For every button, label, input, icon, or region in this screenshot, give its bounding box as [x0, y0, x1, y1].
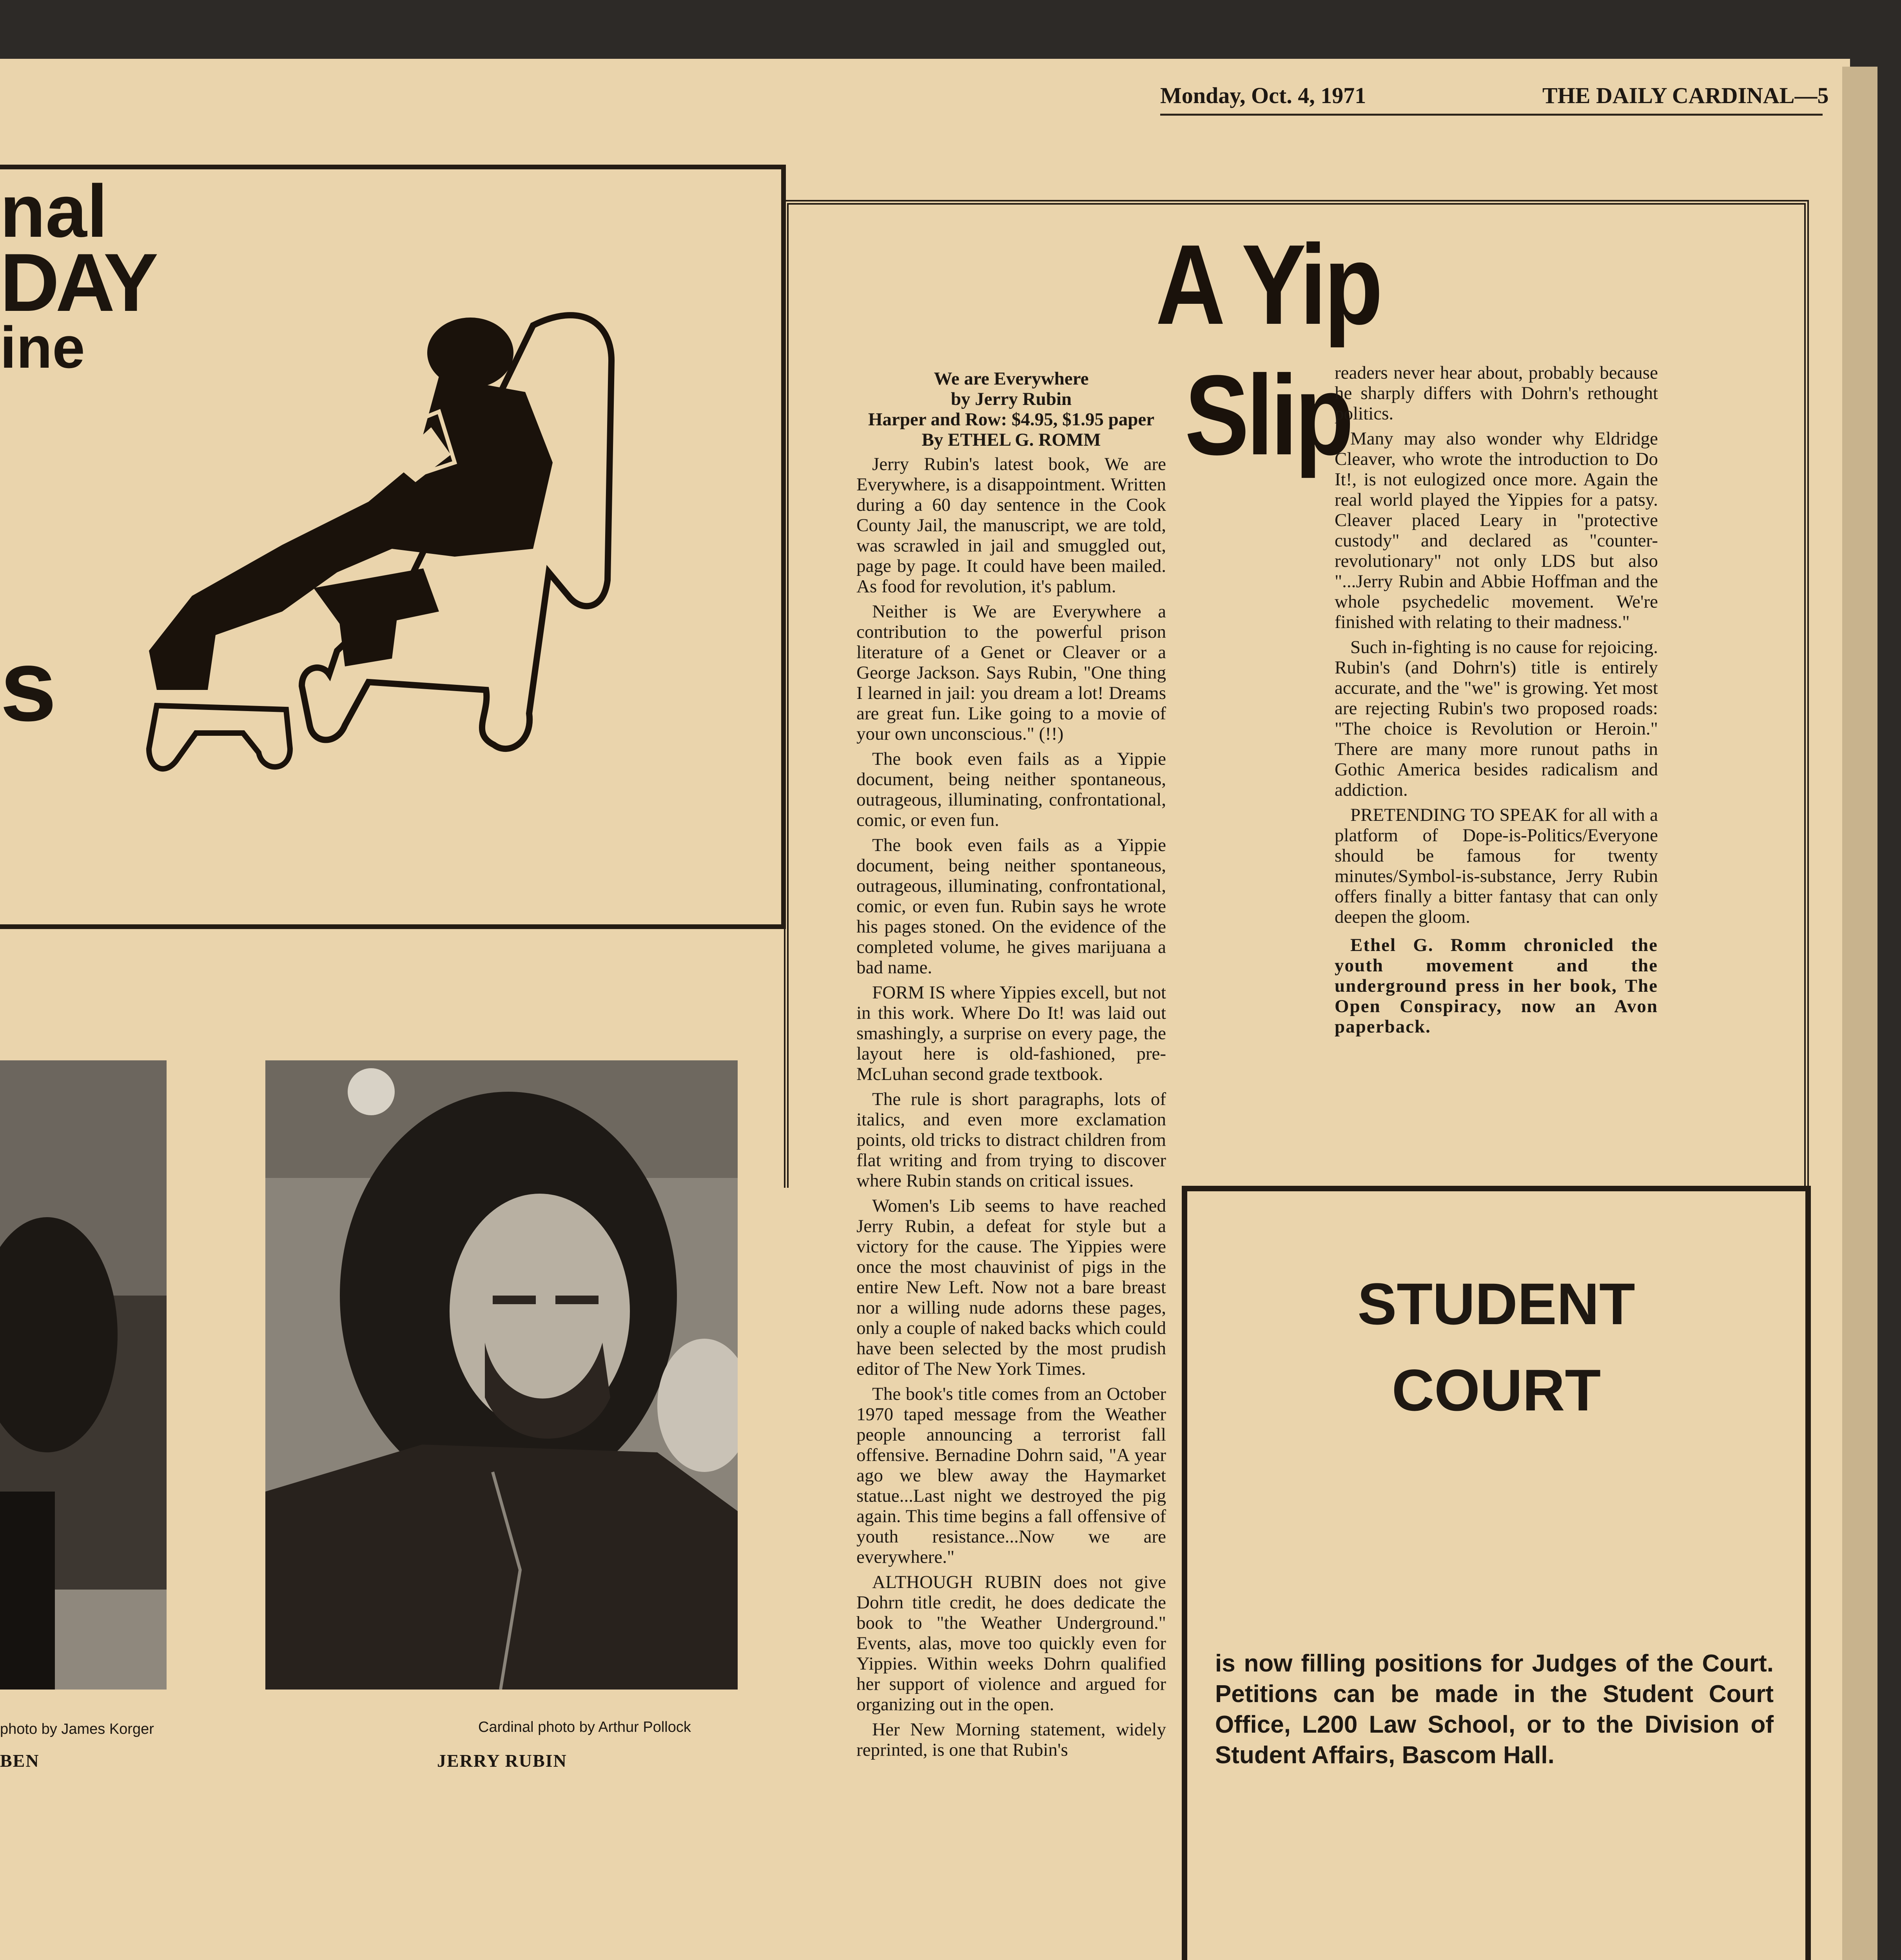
col2-paragraph: PRETENDING TO SPEAK for all with a platform of Dope-is-Politics/Everyone should be famous for twenty minutes/Symbol-is-substance, Jerry Rubin offers finally a bitter fantasy that can only deepen the gloom.	[1335, 805, 1658, 927]
col1-paragraph: The book's title comes from an October 1970 taped message from the Weather people announcing a terrorist fall offensive. Bernadine Dohrn said, "A year ago we blew away the Haymarket statue...Last night we destroyed the pig again. This time begins a fall offensive of youth resistance...Now we are everywhere."	[856, 1384, 1166, 1567]
photo-left-cropped	[0, 1060, 167, 1690]
book-title: We are Everywhere	[934, 368, 1089, 389]
header-date: Monday, Oct. 4, 1971	[1160, 83, 1366, 108]
col1-paragraph: The rule is short paragraphs, lots of italics, and even more exclamation points, old tricks to distract children from flat writing and from trying to discover where Rubin stands on critical issues.	[856, 1089, 1166, 1191]
cropped-word-2: DAY	[0, 236, 155, 328]
student-court-title-2: COURT	[1391, 1357, 1601, 1423]
col2-paragraph: readers never hear about, probably because he sharply differs with Dohrn's rethought politics.	[1335, 363, 1658, 424]
jerry-rubin-photo	[265, 1060, 738, 1690]
col1-paragraph: Neither is We are Everywhere a contribution to the powerful prison literature of a Genet or Cleaver or a George Jackson. Says Rubin, "One thing I learned in jail: you dream a lot! Dreams are great fun. Like going to a movie of your own unconscious." (!!)	[856, 601, 1166, 744]
cropped-word-3: ine	[0, 314, 85, 380]
photo-main-caption: JERRY RUBIN	[437, 1751, 567, 1771]
photo-main-credit: Cardinal photo by Arthur Pollock	[478, 1719, 691, 1735]
cropped-word-4: s	[0, 629, 57, 742]
article-column-1	[856, 368, 1166, 1765]
col1-paragraph: Women's Lib seems to have reached Jerry Rubin, a defeat for style but a victory for the cause. The Yippies were once the most chauvinist of pigs in the entire New Left. Now not a bare breast nor a willing nude adorns these pages, only a couple of naked backs which could have been selected by the most prudish editor of The New York Times.	[856, 1196, 1166, 1379]
col2-paragraph: Such in-fighting is no cause for rejoicing. Rubin's (and Dohrn's) title is entirely accurate, and the "we" is growing. Yet most are rejecting Rubin's two proposed roads: "The choice is Revolution or Heroin." There are many more runout paths in Gothic America besides radicalism and addiction.	[1335, 637, 1658, 800]
col1-paragraph: Jerry Rubin's latest book, We are Everywhere, is a disappointment. Written during a 60 day sentence in the Cook County Jail, the manuscript, we are told, was scrawled in jail and smuggled out, page by page. It could have been mailed. As food for revolution, it's pablum.	[856, 454, 1166, 597]
book-author: by Jerry Rubin	[950, 389, 1072, 409]
photo-left-credit: photo by James Korger	[0, 1721, 154, 1737]
col2-paragraph: Many may also wonder why Eldridge Cleaver, who wrote the introduction to Do It!, is not eulogized once more. Again the real world played the Yippies for a patsy. Cleaver placed Leary in "protective custody" and declared as "counter-revolutionary" not only LDS but also "...Jerry Rubin and Abbie Hoffman and the whole psychedelic movement. We're finished with relating to their madness."	[1335, 428, 1658, 632]
cropped-word-1: nal	[0, 170, 108, 253]
article-headline: A Yip Slip	[1155, 221, 1380, 479]
header-rule	[1160, 114, 1823, 116]
article-byline: By ETHEL G. ROMM	[921, 430, 1101, 450]
photo-left-caption: BEN	[0, 1751, 40, 1771]
reading-figure-illustration	[118, 298, 753, 866]
col1-paragraph: ALTHOUGH RUBIN does not give Dohrn title credit, he does dedicate the book to "the Weather Underground." Events, alas, move too quickly even for Yippies. Within weeks Dohrn qualified her support of violence and argued for organizing out in the open.	[856, 1572, 1166, 1715]
col1-paragraph: The book even fails as a Yippie document, being neither spontaneous, outrageous, illuminating, confrontational, comic, or even fun. Rubin says he wrote his pages stoned. On the evidence of the completed volume, he gives marijuana a bad name.	[856, 835, 1166, 978]
col1-paragraph: Her New Morning statement, widely reprinted, is one that Rubin's	[856, 1719, 1166, 1760]
author-bio: Ethel G. Romm chronicled the youth movement and the underground press in her book, The Open Conspiracy, now an Avon paperback.	[1335, 935, 1658, 1037]
page-edge	[1842, 67, 1877, 1960]
col1-paragraph: The book even fails as a Yippie document, being neither spontaneous, outrageous, illuminating, confrontational, comic, or even fun.	[856, 749, 1166, 830]
student-court-body: is now filling positions for Judges of the Court. Petitions can be made in the Student Court Office, L200 Law School, or to the Division of Student Affairs, Bascom Hall.	[1215, 1650, 1774, 1769]
col1-paragraph: FORM IS where Yippies excell, but not in this work. Where Do It! was laid out smashingly, a surprise on every page, the layout here is old-fashioned, pre-McLuhan second grade textbook.	[856, 982, 1166, 1084]
book-publisher: Harper and Row: $4.95, $1.95 paper	[868, 409, 1155, 430]
student-court-title-1: STUDENT	[1357, 1271, 1635, 1337]
article-column-2	[1335, 363, 1658, 1042]
header-paper-name: THE DAILY CARDINAL—5	[1542, 83, 1829, 108]
